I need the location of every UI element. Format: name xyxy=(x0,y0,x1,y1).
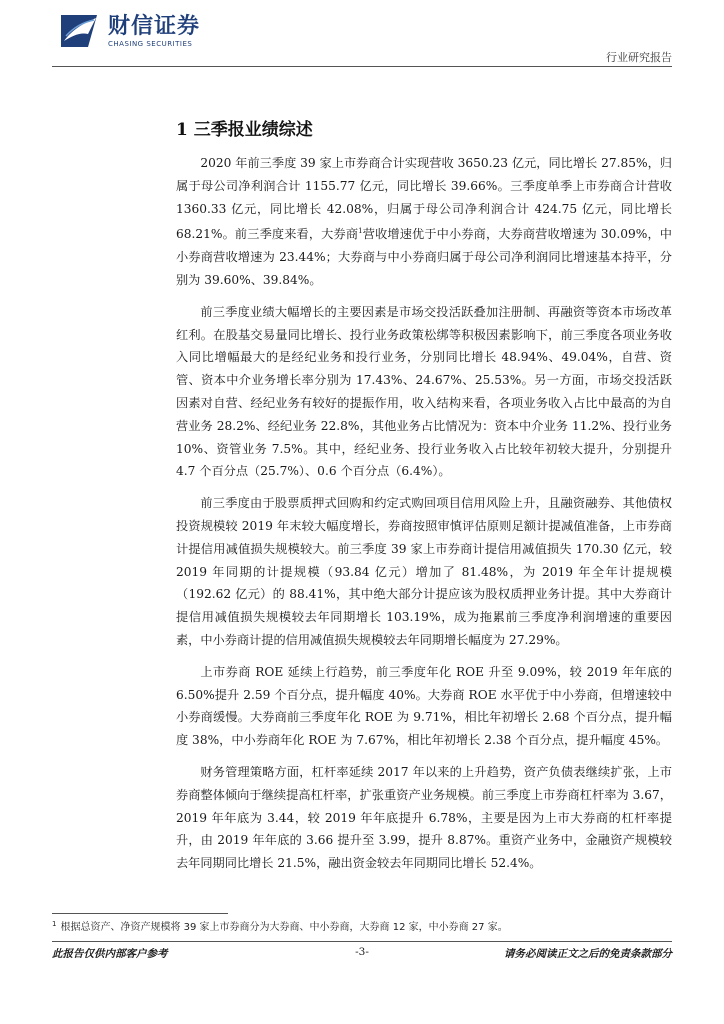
footnote-reference: 1 xyxy=(358,227,363,236)
footnote-text: 根据总资产、净资产规模将 39 家上市券商分为大券商、中小券商，大券商 12 家，中小券商 27 家。 xyxy=(60,922,508,933)
footer-disclaimer-right: 请务必阅读正文之后的免责条款部分 xyxy=(504,948,672,960)
logo-chinese-name: 财信证券 xyxy=(108,13,201,39)
footnote-mark: 1 xyxy=(52,919,57,928)
paragraph-5: 财务管理策略方面，杠杆率延续 2017 年以来的上升趋势，资产负债表继续扩张，上市券商整体倾向于继续提高杠杆率，扩张重资产业务规模。前三季度上市券商杠杆率为 3.67，2019 年年底为 3.44，较 2019 年年底提升 6.78%，主要是因为上市大券商的杠杆率提升，由 2019 年年底的 3.66 提升至 3.99，提升 8.87%。重资产业务中，金融资产规模较去年同期同比增长 21.5%，融出资金较去年同期同比增长 52.4%。 xyxy=(176,764,672,871)
paragraph-1-text: 2020 年前三季度 39 家上市券商合计实现营收 3650.23 亿元，同比增长 27.85%，归属于母公司净利润合计 1155.77 亿元，同比增长 39.66%。三季度单季上市券商合计营收 1360.33 亿元，同比增长 42.08%，归属于母公司净利润合计 424.75 亿元，同比增长 68.21%。前三季度来看，大券商 xyxy=(176,156,672,242)
footnote xyxy=(52,918,508,933)
page-number: -3- xyxy=(355,946,369,958)
paragraph-2: 前三季度业绩大幅增长的主要因素是市场交投活跃叠加注册制、再融资等资本市场改革红利。在股基交易量同比增长、投行业务政策松绑等积极因素影响下，前三季度各项业务收入同比增幅最大的是经纪业务和投行业务，分别同比增长 48.94%、49.04%，自营、资管、资本中介业务增长率分别为 17.43%、24.67%、25.53%。另一方面，市场交投活跃因素对自营、经纪业务有较好的提振作用，收入结构来看，各项业务收入占比中最高的为自营业务 28.2%、经纪业务 22.8%，其他业务占比情况为：资本中介业务 11.2%、投行业务 10%、资管业务 7.5%。其中，经纪业务、投行业务收入占比较年初较大提升，分别提升 4.7 个百分点（25.7%）、0.6 个百分点（6.4%）。 xyxy=(176,304,672,479)
logo-english-name: CHASING SECURITIES xyxy=(108,39,193,48)
footer-disclaimer-left: 此报告仅供内部客户参考 xyxy=(52,948,168,960)
company-logo xyxy=(58,12,200,50)
paragraph-1-text-continued: 营收增速优于中小券商，大券商营收增速为 30.09%，中小券商营收增速为 23.44%；大券商与中小券商归属于母公司净利润同比增速基本持平，分别为 39.60%、39.84%。 xyxy=(176,227,672,288)
paragraph-3: 前三季度由于股票质押式回购和约定式购回项目信用风险上升，且融资融券、其他债权投资规模较 2019 年末较大幅度增长，券商按照审慎评估原则足额计提减值准备，上市券商计提信用减值损失规模较大。前三季度 39 家上市券商计提信用减值损失 170.30 亿元，较 2019 年同期的计提规模（93.84 亿元）增加了 81.48%，为 2019 年全年计提规模（192.62 亿元）的 88.41%，其中绝大部分计提应该为股权质押业务计提。其中大券商计提信用减值损失规模较去年同期增长 103.19%，成为拖累前三季度净利润增速的重要因素，中小券商计提的信用减值损失规模较去年同期增长幅度为 27.29%。 xyxy=(176,496,672,647)
paragraph-1 xyxy=(176,152,672,292)
header-divider xyxy=(52,66,672,67)
footnote-divider xyxy=(52,913,228,914)
main-content xyxy=(176,152,672,884)
report-type-label: 行业研究报告 xyxy=(606,51,672,64)
paragraph-4: 上市券商 ROE 延续上行趋势，前三季度年化 ROE 升至 9.09%，较 2019 年年底的 6.50%提升 2.59 个百分点，提升幅度 40%。大券商 ROE 水平优于中小券商，但增速较中小券商缓慢。大券商前三季度年化 ROE 为 9.71%，相比年初增长 2.68 个百分点，提升幅度 38%，中小券商年化 ROE 为 7.67%，相比年初增长 2.38 个百分点，提升幅度 45%。 xyxy=(176,664,672,748)
chasing-securities-logo-icon xyxy=(58,12,100,50)
footer-divider xyxy=(52,941,672,942)
section-title: 1 三季报业绩综述 xyxy=(176,120,313,140)
